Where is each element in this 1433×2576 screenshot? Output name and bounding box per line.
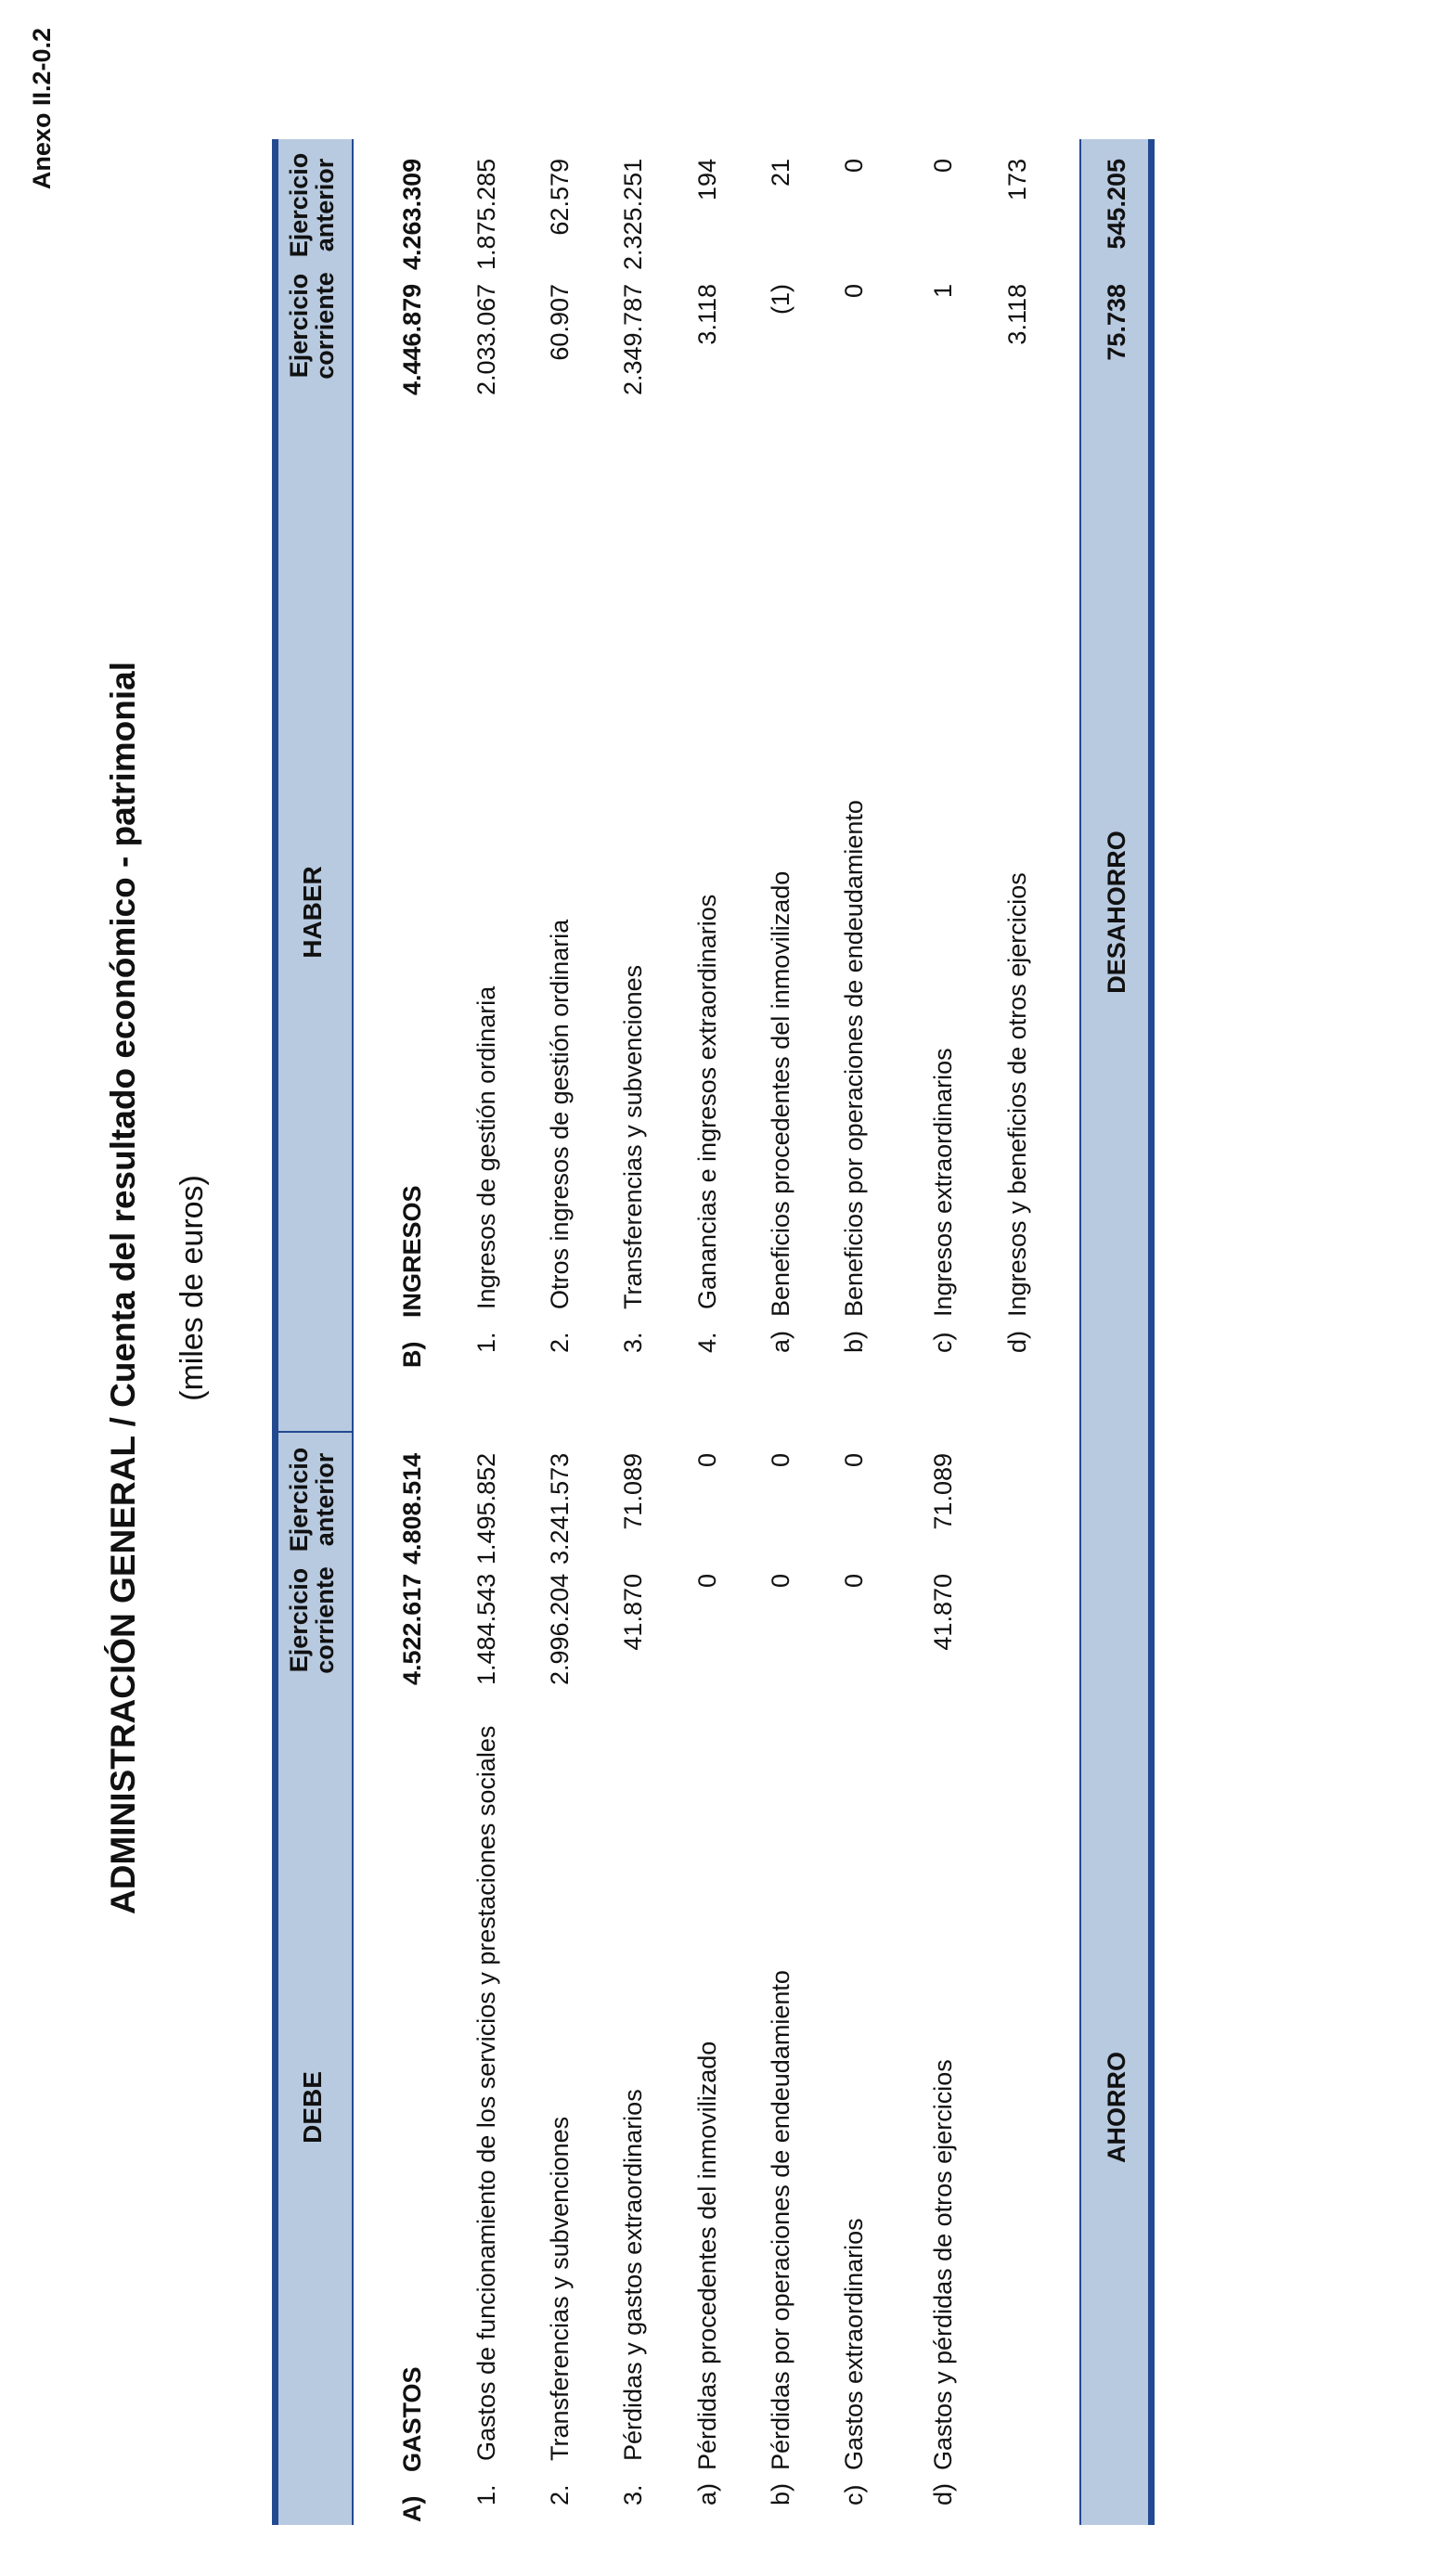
haber-col-current-header: Ejercicio corriente xyxy=(285,272,339,380)
row-current: 41.870 xyxy=(929,1574,957,1651)
debe-header-bottom-rule xyxy=(352,1432,354,2525)
haber-header-bottom-rule xyxy=(352,139,354,1432)
page-title: ADMINISTRACIÓN GENERAL / Cuenta del resultado económico - patrimonial xyxy=(104,662,142,1914)
row-label: Otros ingresos de gestión ordinaria xyxy=(546,919,574,1309)
row-current: 4.446.879 xyxy=(398,283,426,395)
row-current: 4.522.617 xyxy=(398,1573,426,1685)
row-label: INGRESOS xyxy=(398,1185,426,1318)
debe-header-top-rule xyxy=(272,1432,278,2525)
row-previous: 0 xyxy=(840,159,868,174)
row-marker: 1. xyxy=(472,2484,500,2505)
row-label: Beneficios por operaciones de endeudamiento xyxy=(840,800,868,1317)
row-current: 1 xyxy=(929,284,957,299)
row-current: 2.996.204 xyxy=(546,1573,574,1685)
row-current: 60.907 xyxy=(546,284,574,361)
row-marker: a) xyxy=(767,1330,794,1353)
row-label: Transferencias y subvenciones xyxy=(619,964,647,1309)
row-previous: 0 xyxy=(929,159,957,174)
row-marker: d) xyxy=(929,2482,957,2505)
haber-header: HABER xyxy=(298,866,327,959)
row-marker: 3. xyxy=(619,2484,647,2505)
row-current: 3.118 xyxy=(693,284,721,345)
haber-footer-bottom-rule xyxy=(1148,139,1155,1432)
row-label: Gastos y pérdidas de otros ejercicios xyxy=(929,2059,957,2470)
row-label: Gastos de funcionamiento de los servicios y prestaciones sociales xyxy=(472,1725,500,2461)
haber-header-top-rule xyxy=(272,139,278,1432)
row-previous: 71.089 xyxy=(619,1453,647,1530)
row-current: 2.033.067 xyxy=(472,283,500,395)
row-previous: 4.808.514 xyxy=(398,1452,426,1565)
row-marker: 3. xyxy=(619,1332,647,1353)
row-marker: c) xyxy=(840,2484,868,2505)
debe-footer-top-rule xyxy=(1079,1432,1081,2525)
row-marker: b) xyxy=(840,1330,868,1353)
row-previous: 194 xyxy=(693,159,721,201)
row-previous: 21 xyxy=(767,159,794,187)
ahorro-label: AHORRO xyxy=(1103,2052,1130,2163)
row-previous: 3.241.573 xyxy=(546,1452,574,1565)
row-label: Ingresos y beneficios de otros ejercicios xyxy=(1003,872,1031,1317)
row-previous: 62.579 xyxy=(546,159,574,236)
row-previous: 2.325.251 xyxy=(619,158,647,270)
row-marker: a) xyxy=(693,2482,721,2505)
desahorro-previous: 545.205 xyxy=(1103,159,1130,250)
row-current: (1) xyxy=(767,284,794,315)
haber-footer-top-rule xyxy=(1079,139,1081,1432)
row-previous: 0 xyxy=(840,1453,868,1468)
annex-label: Anexo II.2-0.2 xyxy=(28,28,56,190)
row-label: Ganancias e ingresos extraordinarios xyxy=(693,894,721,1309)
row-previous: 1.495.852 xyxy=(472,1452,500,1565)
debe-col-previous-header: Ejercicio anterior xyxy=(285,1447,339,1552)
row-label: Beneficios procedentes del inmovilizado xyxy=(767,870,794,1317)
row-marker: 2. xyxy=(546,2484,574,2505)
row-marker: B) xyxy=(398,1341,426,1368)
desahorro-label: DESAHORRO xyxy=(1103,831,1130,994)
row-marker: A) xyxy=(398,2495,426,2522)
row-label: Transferencias y subvenciones xyxy=(546,2116,574,2461)
row-previous: 0 xyxy=(767,1453,794,1468)
row-previous: 71.089 xyxy=(929,1453,957,1530)
row-label: Ingresos de gestión ordinaria xyxy=(472,985,500,1309)
haber-col-previous-header: Ejercicio anterior xyxy=(285,152,339,258)
debe-col-current-header: Ejercicio corriente xyxy=(285,1566,339,1674)
desahorro-current: 75.738 xyxy=(1103,284,1130,361)
row-current: 0 xyxy=(767,1574,794,1589)
row-previous: 4.263.309 xyxy=(398,158,426,270)
row-label: GASTOS xyxy=(398,2366,426,2472)
debe-header: DEBE xyxy=(298,2071,327,2144)
row-previous: 173 xyxy=(1003,159,1031,201)
row-current: 3.118 xyxy=(1003,284,1031,345)
row-current: 2.349.787 xyxy=(619,283,647,395)
row-previous: 1.875.285 xyxy=(472,158,500,270)
row-previous: 0 xyxy=(693,1453,721,1468)
row-label: Pérdidas por operaciones de endeudamiento xyxy=(767,1970,794,2470)
debe-footer-bottom-rule xyxy=(1148,1432,1155,2525)
row-label: Gastos extraordinarios xyxy=(840,2218,868,2470)
row-current: 0 xyxy=(693,1574,721,1589)
row-label: Pérdidas y gastos extraordinarios xyxy=(619,2089,647,2461)
row-current: 41.870 xyxy=(619,1574,647,1651)
row-current: 1.484.543 xyxy=(472,1573,500,1685)
row-current: 0 xyxy=(840,284,868,299)
row-current: 0 xyxy=(840,1574,868,1589)
row-label: Ingresos extraordinarios xyxy=(929,1048,957,1317)
row-marker: d) xyxy=(1003,1330,1031,1353)
row-label: Pérdidas procedentes del inmovilizado xyxy=(693,2041,721,2470)
row-marker: b) xyxy=(767,2482,794,2505)
row-marker: 1. xyxy=(472,1332,500,1353)
row-marker: 4. xyxy=(693,1332,721,1353)
row-marker: c) xyxy=(929,1332,957,1353)
page-subtitle: (miles de euros) xyxy=(174,1175,210,1401)
row-marker: 2. xyxy=(546,1332,574,1353)
